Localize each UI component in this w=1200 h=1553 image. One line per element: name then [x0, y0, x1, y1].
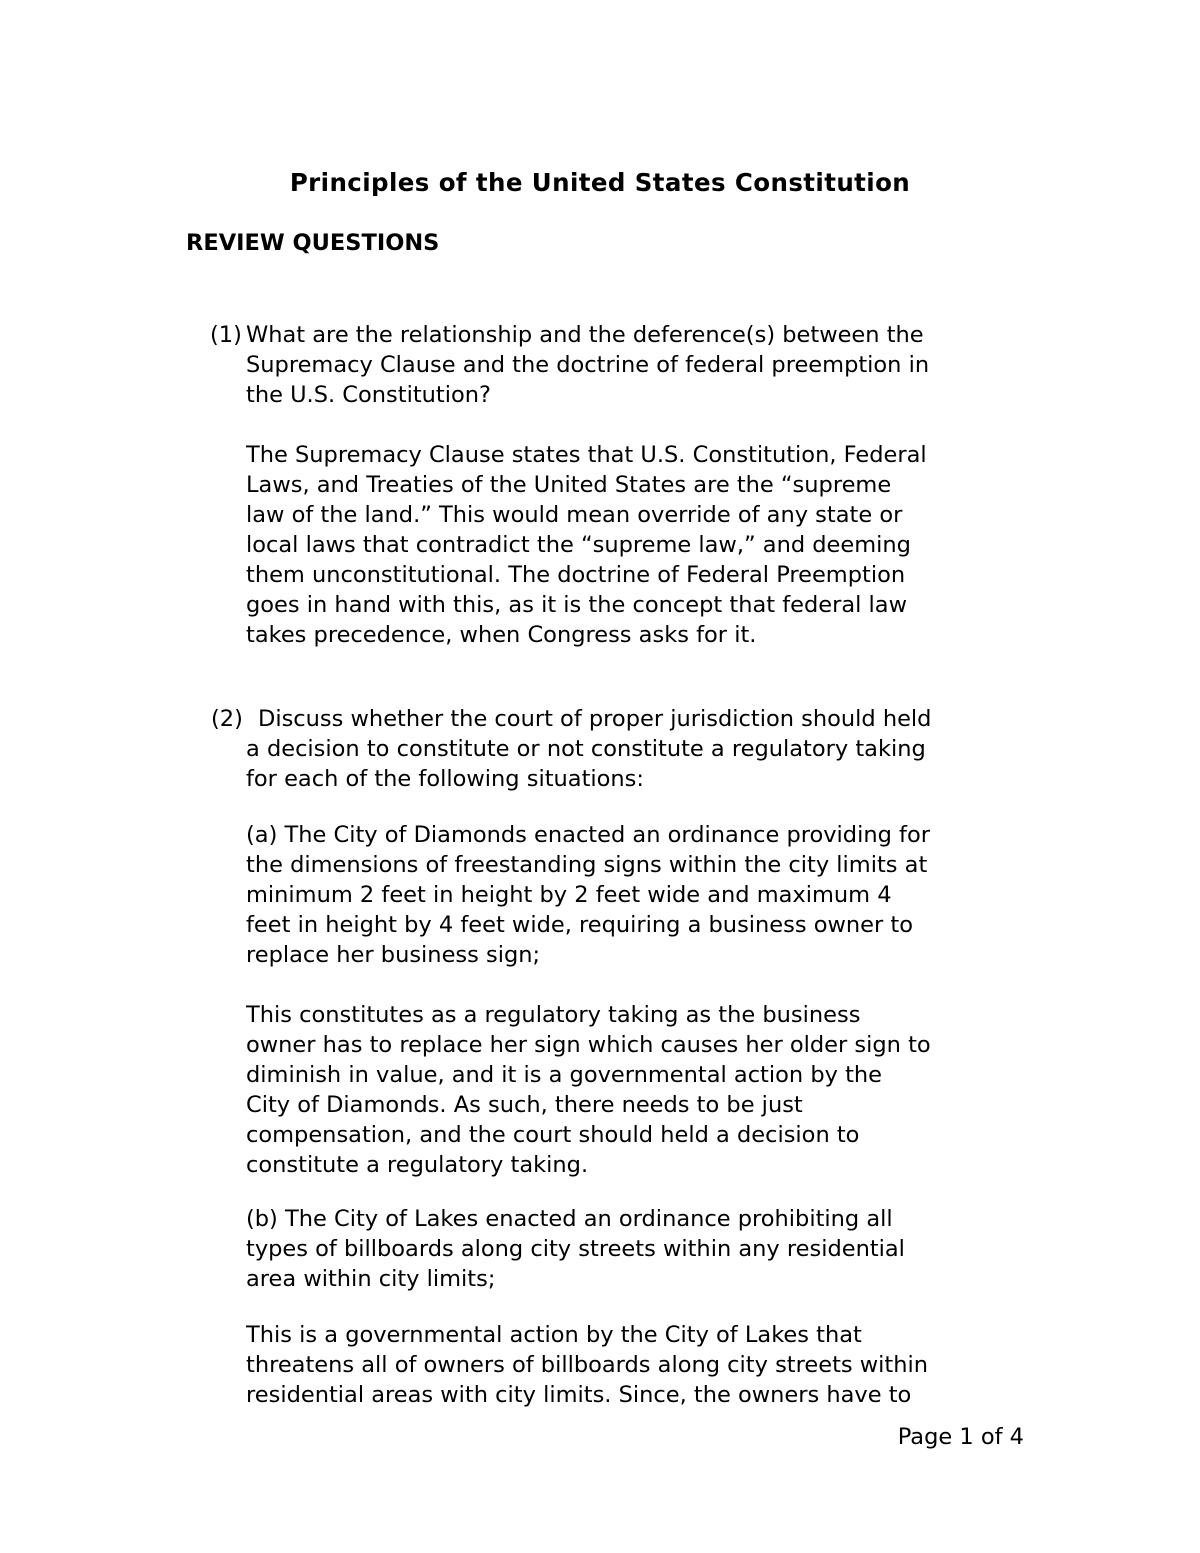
question-2a-line: feet in height by 4 feet wide, requiring a business owner to [246, 912, 914, 938]
answer-2a-line: City of Diamonds. As such, there needs to be just [246, 1092, 803, 1118]
answer-1-line: The Supremacy Clause states that U.S. Constitution, Federal [246, 442, 927, 468]
question-2-number: (2) [211, 706, 243, 732]
question-1-line: the U.S. Constitution? [246, 382, 491, 408]
answer-2a-line: constitute a regulatory taking. [246, 1152, 589, 1178]
answer-2b-line: threatens all of owners of billboards along city streets within [246, 1352, 929, 1378]
answer-2b [246, 1320, 1066, 1410]
answer-2a-line: diminish in value, and it is a governmental action by the [246, 1062, 882, 1088]
question-2a [246, 820, 1066, 970]
answer-2b-line: residential areas with city limits. Since, the owners have to [246, 1382, 912, 1408]
answer-2a-line: compensation, and the court should held a decision to [246, 1122, 860, 1148]
question-1-number: (1) [210, 322, 242, 348]
answer-1-line: local laws that contradict the “supreme law,” and deeming [246, 532, 911, 558]
answer-1-line: Laws, and Treaties of the United States are the “supreme [246, 472, 892, 498]
question-2-text [246, 704, 1078, 794]
answer-2a [246, 1000, 1066, 1180]
question-1-line: What are the relationship and the deference(s) between the [246, 322, 924, 348]
question-2a-line: (a) The City of Diamonds enacted an ordinance providing for [246, 822, 930, 848]
section-heading: REVIEW QUESTIONS [186, 230, 440, 256]
question-2a-line: replace her business sign; [246, 942, 541, 968]
question-2b [246, 1204, 1066, 1294]
question-2b-line: types of billboards along city streets within any residential [246, 1236, 905, 1262]
question-2-line: Discuss whether the court of proper jurisdiction should held [258, 706, 932, 732]
question-1-line: Supremacy Clause and the doctrine of federal preemption in [246, 352, 930, 378]
page-title: Principles of the United States Constitution [289, 168, 911, 197]
question-2a-line: the dimensions of freestanding signs within the city limits at [246, 852, 928, 878]
answer-2b-line: This is a governmental action by the City of Lakes that [246, 1322, 862, 1348]
answer-2a-line: This constitutes as a regulatory taking as the business [246, 1002, 861, 1028]
question-2-line: for each of the following situations: [246, 766, 644, 792]
question-2a-line: minimum 2 feet in height by 2 feet wide and maximum 4 [246, 882, 892, 908]
answer-1-line: them unconstitutional. The doctrine of Federal Preemption [246, 562, 906, 588]
question-1-text [246, 320, 1066, 410]
answer-2a-line: owner has to replace her sign which causes her older sign to [246, 1032, 931, 1058]
answer-1-line: goes in hand with this, as it is the concept that federal law [246, 592, 907, 618]
answer-1-line: law of the land.” This would mean override of any state or [246, 502, 903, 528]
answer-1-line: takes precedence, when Congress asks for it. [246, 622, 757, 648]
answer-1 [246, 440, 1066, 650]
question-2-line: a decision to constitute or not constitute a regulatory taking [246, 736, 926, 762]
question-2b-line: (b) The City of Lakes enacted an ordinance prohibiting all [246, 1206, 893, 1232]
question-2b-line: area within city limits; [246, 1266, 496, 1292]
page-number: Page 1 of 4 [897, 1424, 1024, 1450]
